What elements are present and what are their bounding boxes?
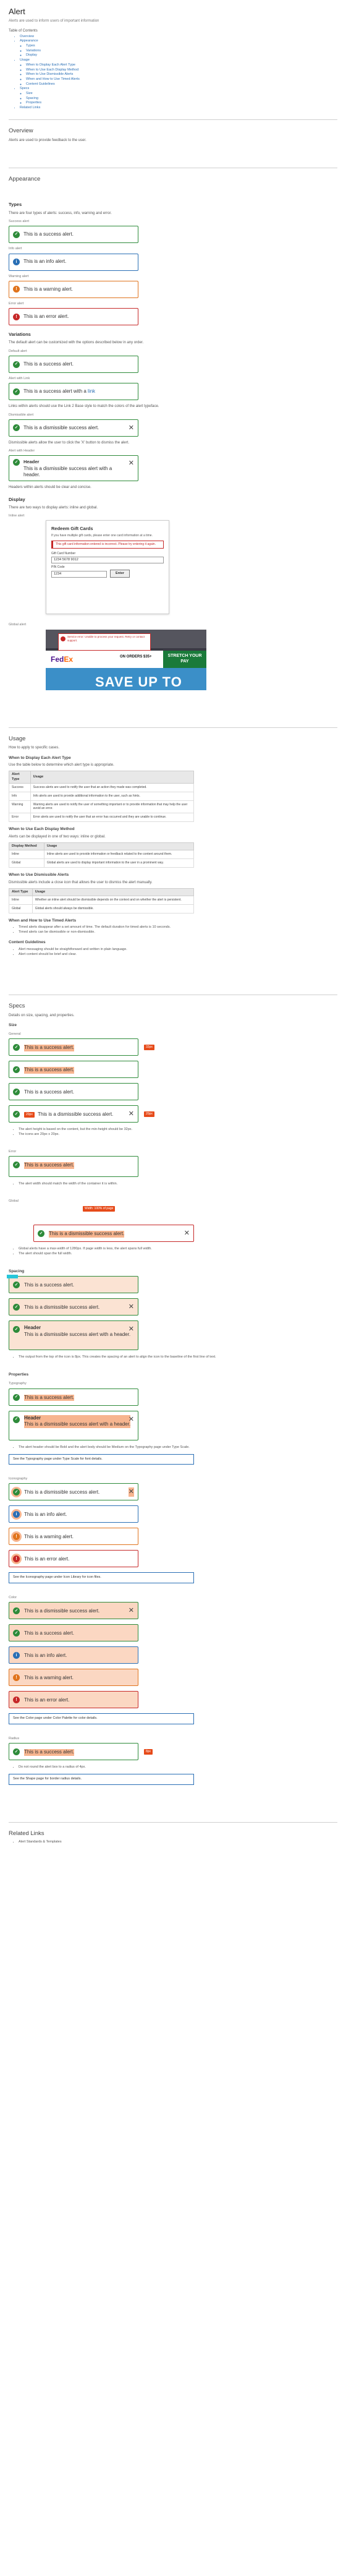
appearance-heading: Appearance [9,175,41,182]
spacing-header-alert [9,1320,138,1350]
pin-label: PIN Code [51,565,65,569]
pin-input[interactable]: 1234 [51,571,107,578]
color-success-alert [9,1624,138,1641]
spec-error-size-alert [9,1156,138,1177]
col-header: Alert Type [9,888,33,896]
color-info-alert [9,1646,138,1664]
variations-text: The default alert can be customized with the options described below in any order. [9,341,144,345]
close-icon[interactable]: ✕ [128,1110,134,1118]
header-alert [9,455,138,481]
spacing-notes [19,1355,337,1360]
radius-note-box[interactable]: See the Shape page for border radius details. [9,1774,194,1784]
toc-sub-properties[interactable]: ◦ Properties [26,101,337,106]
dismissible-alert [9,419,138,437]
close-icon[interactable]: ✕ [184,1229,190,1237]
toc-item-appearance[interactable]: • Appearance ◦ Types ◦ Variations ◦ Display [20,39,337,58]
radius-tag: 8px [144,1749,153,1755]
global-size-label: Global [9,1199,19,1204]
when-display-heading: When to Use Each Display Method [9,826,75,831]
modal-desc: If you have multiple gift cards, please enter one card information at a time. [51,534,153,538]
toc-sub-timed[interactable]: ◦ When and How to Use Timed Alerts [26,77,337,82]
alert-text: This is a success alert. [24,1282,74,1288]
color-error-alert [9,1691,138,1708]
spacing-alert [9,1276,138,1293]
card-label: Gift Card Number [51,551,76,555]
check-icon: ✓ [13,1044,20,1051]
fedex-logo: FedEx [51,654,74,664]
error-alert [9,308,138,325]
list-item: • Global alerts have a max-width of 1280px. If page width is less, the alert spans full width. [19,1247,337,1252]
content-heading: Content Guidelines [9,940,46,945]
alert-text: This is a success alert. [23,361,74,367]
table-row: Global Global alerts are used to display important information to the user in a prominent way. [9,859,194,868]
check-icon: ✓ [13,361,20,368]
error-label: Error alert [9,301,24,306]
list-item: • Timed alerts disappear after a set amount of time. The default duration for timed alerts is 10 seconds. [19,925,337,930]
related-link[interactable]: • Alert Standards & Templates [19,1840,337,1845]
close-icon[interactable]: ✕ [128,1325,134,1333]
warning-icon: ! [13,286,20,293]
toc-sub-spacing[interactable]: ◦ Spacing [26,96,337,101]
related-list [19,1840,337,1845]
error-icon: ! [13,1697,20,1703]
check-icon: ✓ [38,1230,44,1237]
typography-label: Typography [9,1382,27,1386]
gift-card-modal [46,520,169,614]
alert-text: This is a dismissible success alert. [24,1608,100,1614]
toc-sub-types[interactable]: ◦ Types [26,44,337,49]
info-icon: i [13,1511,20,1518]
alert-text: This is a dismissible success alert. [38,1111,114,1118]
when-type-heading: When to Display Each Alert Type [9,755,71,760]
table-row: Global Global alerts should always be dismissible. [9,904,194,913]
iconography-note-box[interactable]: See the Iconography page under Icon Library for icon files. [9,1572,194,1583]
check-icon: ✓ [13,1394,20,1401]
alert-text: This is a success alert. [24,1045,74,1051]
spec-success-alert [9,1038,153,1056]
alert-header: Header [24,1325,41,1331]
header-note: Headers within alerts should be clear and concise. [9,486,91,490]
check-icon: ✓ [13,231,20,238]
check-icon: ✓ [13,1282,20,1288]
overview-heading: Overview [9,127,33,134]
types-heading: Types [9,202,22,208]
global-size-notes [19,1247,337,1257]
alert-text: This is a dismissible success alert. [24,1489,100,1496]
content-list [19,948,337,957]
variations-heading: Variations [9,332,31,338]
warning-alert [9,281,138,298]
spacing-alert [9,1298,138,1316]
close-icon[interactable]: ✕ [128,1607,134,1615]
list-item: • Alert content should be brief and clear. [19,952,337,957]
header-label: Alert with Header [9,449,35,453]
iconography-label: Iconography [9,1477,28,1481]
success-label: Success alert [9,219,30,223]
list-item: • The alert width should match the width of the container it is within. [19,1182,337,1187]
color-dismiss-alert [9,1602,138,1619]
check-icon: ✓ [13,1416,20,1423]
list-item: • The alert header should be Bold and the alert body should be Medium on the Typography page under Type Scale. [19,1445,337,1450]
color-label: Color [9,1595,17,1599]
types-text: There are four types of alerts: success, info, warning and error. [9,211,112,215]
dismiss-table [9,888,194,914]
list-item: • The alert should span the full width. [19,1252,337,1257]
table-row: Info Info alerts are used to provide additional information to the user, such as hints. [9,792,194,800]
check-icon: ✓ [13,1111,20,1118]
inline-label: Inline alert [9,513,25,518]
global-error-alert [58,633,151,651]
timed-list [19,925,337,935]
alert-text: This is an info alert. [24,1512,67,1518]
color-note-box[interactable]: See the Color page under Color Palette for color details. [9,1713,194,1724]
alert-text: Service error: Unable to process your request. Retry or contact support. [67,635,145,642]
alert-text: This is an error alert. [23,313,69,319]
toc-item-specs[interactable]: • Specs ◦ Size ◦ Spacing ◦ Properties [20,87,337,106]
error-icon [61,636,65,641]
dismiss-label: Dismissible alert [9,413,34,417]
related-heading: Related Links [9,1829,44,1837]
toc [20,35,337,111]
check-icon: ✓ [13,424,20,431]
height-tag: 32px [144,1045,154,1050]
size-heading: Size [9,1022,17,1027]
spec-success-alert [9,1061,138,1078]
alert-header: Header [23,459,40,465]
stretch-pay-banner: STRETCH YOUR PAY [163,651,206,668]
typography-note-box[interactable]: See the Typography page under Type Scale for font details. [9,1454,194,1465]
alert-header: Header [24,1414,41,1421]
warning-label: Warning alert [9,274,29,278]
check-icon: ✓ [13,1304,20,1311]
sale-text: SAVE UP TO 45% [95,674,182,708]
icon-error-alert [9,1550,138,1567]
size-notes [19,1128,337,1137]
check-icon: ✓ [13,1489,20,1496]
card-number-input[interactable]: 1234 5678 9012 [51,557,164,563]
radius-notes [19,1765,337,1770]
list-item: • Timed alerts can be dismissible or non-dismissible. [19,930,337,935]
page-subtitle: Alerts are used to inform users of important information [9,19,99,23]
error-icon: ! [13,1555,20,1562]
toc-sub-display[interactable]: ◦ Display [26,53,337,58]
check-icon: ✓ [13,1630,20,1637]
col-header: Alert Type [9,771,31,784]
alert-text: This is a success alert. [24,1162,74,1168]
link-label: Alert with Link [9,377,30,380]
toc-sub-when-type[interactable]: ◦ When to Display Each Alert Type [26,63,337,68]
check-icon: ✓ [13,1066,20,1073]
alert-text: This is a dismissible success alert with a header. [23,465,112,478]
typography-alert [9,1389,138,1406]
alert-text: This is a warning alert. [24,1534,74,1540]
alert-text: This is an info alert. [23,259,67,265]
toc-sub-size[interactable]: ◦ Size [26,92,337,96]
toc-sub-content[interactable]: ◦ Content Guidelines [26,82,337,87]
close-icon[interactable]: ✕ [128,424,134,432]
info-alert [9,254,138,271]
typography-notes [19,1445,337,1450]
page-title: Alert [9,7,25,16]
check-icon: ✓ [13,459,20,466]
list-item: • The icons are 20px x 20px. [19,1132,337,1137]
alert-text: This is an info alert. [24,1653,67,1659]
divider [9,1822,337,1823]
list-item: • Do not round the alert box to a radius of 4px. [19,1765,337,1770]
alert-text: This is a dismissible success alert. [23,424,99,430]
success-alert [9,226,138,243]
close-icon[interactable]: ✕ [128,1415,134,1423]
link-note: Links within alerts should use the Link 2 Base style to match the colors of the alert typeface. [9,404,159,409]
modal-title: Redeem Gift Cards [51,526,93,532]
warning-icon: ! [13,1674,20,1681]
close-icon[interactable]: ✕ [128,1303,134,1311]
check-icon: ✓ [13,1162,20,1168]
info-icon: i [13,1652,20,1659]
alert-text: This is a success alert. [24,1394,74,1400]
overview-text: Alerts are used to provide feedback to the user. [9,138,86,142]
properties-heading: Properties [9,1372,29,1377]
radius-alert [9,1743,151,1760]
alert-text: This is an error alert. [24,1697,70,1703]
when-type-text: Use the table below to determine which alert type is appropriate. [9,763,114,768]
spec-dismissible-alert [9,1105,153,1123]
check-icon: ✓ [13,1089,20,1095]
toc-item-related[interactable]: • Related Links [20,106,337,111]
when-dismiss-text: Dismissible alerts include a close icon that allows the user to dismiss the alert manually. [9,880,153,884]
spec-global-alert [33,1225,194,1242]
toc-sub-variations[interactable]: ◦ Variations [26,49,337,54]
default-alert [9,356,138,373]
toc-sub-when-display[interactable]: ◦ When to Use Each Display Method [26,68,337,73]
display-table [9,842,194,868]
warning-icon: ! [13,1533,20,1540]
when-dismiss-heading: When to Use Dismissible Alerts [9,872,69,877]
typography-header-alert [9,1411,138,1440]
check-icon: ✓ [13,1607,20,1614]
alert-text: This is a dismissible success alert. [24,1304,100,1311]
alert-text: This is a dismissible success alert. [49,1230,125,1236]
check-icon: ✓ [13,388,20,395]
toc-item-overview[interactable]: • Overview [20,35,337,40]
display-heading: Display [9,496,25,502]
table-row: Error Error alerts are used to notify the user that an error has occurred and they are unable to continue. [9,813,194,822]
icon-tag: 20px [24,1112,35,1118]
error-icon: ! [13,314,20,320]
global-alert-example [46,630,206,708]
icon-info-alert [9,1505,138,1523]
close-icon[interactable]: ✕ [128,460,134,468]
error-size-notes [19,1182,337,1187]
error-size-label: Error [9,1149,17,1153]
col-header: Usage [44,842,193,850]
when-display-text: Alerts can be displayed in one of two ways: inline or global. [9,834,106,839]
alert-text: This is a success alert. [24,1089,74,1095]
list-item: • Alert messaging should be straightforward and written in plain language. [19,948,337,952]
toc-title: Table of Contents [9,28,38,33]
alert-text: This is a warning alert. [23,286,74,292]
table-row: Success Success alerts are used to notify the user that an action they made was completed. [9,784,194,792]
color-warning-alert [9,1669,138,1686]
timed-heading: When and How to Use Timed Alerts [9,918,77,923]
col-header: Usage [30,771,193,784]
promo-text: ON ORDERS $35+ [120,654,152,659]
close-icon[interactable]: ✕ [128,1488,134,1496]
alert-text: This is a success alert. [23,231,74,237]
specs-text: Details on size, spacing, and properties. [9,1013,75,1017]
info-label: Info alert [9,247,22,251]
check-icon: ✓ [13,1326,20,1333]
list-item: • The alert height is based on the content, but the min-height should be 32px. [19,1128,337,1132]
table-row: Warning Warning alerts are used to notify the user of something important or to provide information that may help the user avoid an error. [9,800,194,813]
link-alert [9,383,138,400]
alert-text: This is a success alert with a [23,388,88,395]
alert-text: This is an error alert. [24,1556,70,1562]
alert-link[interactable]: link [88,388,96,395]
table-row: Inline Inline alerts are used to provide information or feedback related to the content around them. [9,850,194,859]
check-icon: ✓ [13,1748,20,1755]
icon-warning-alert [9,1528,138,1545]
col-header: Display Method [9,842,44,850]
list-item: • The output from the top of the icon is 8px. This creates the spacing of an alert to align the icon to the baseline of the first line of text. [19,1355,337,1360]
icon-tag: 20px [144,1111,154,1117]
col-header: Usage [32,888,193,896]
spacing-heading: Spacing [9,1269,25,1273]
usage-text: How to apply to specific cases. [9,746,60,750]
dismiss-note: Dismissible alerts allow the user to click the 'X' button to dismiss the alert. [9,440,130,445]
icon-success-alert [9,1483,138,1500]
alert-text: This is a dismissible success alert with a header. [24,1332,131,1338]
global-width-tag: Width: 100% of page [83,1206,115,1212]
spec-success-alert [9,1083,138,1100]
spacing-marker [7,1275,18,1278]
table-row: Inline Whether an inline alert should be dismissible depends on the context and on whether the alert is persistent. [9,896,194,905]
alert-text: This is a success alert. [24,1749,74,1755]
specs-heading: Specs [9,1002,25,1009]
general-label: General [9,1032,21,1036]
alert-text: This is a success alert. [24,1067,74,1073]
inline-error-alert: This gift card information entered is incorrect. Please try entering it again. [51,541,164,549]
divider [9,119,337,120]
toc-item-usage[interactable]: • Usage ◦ When to Display Each Alert Type ◦ When to Use Each Display Method ◦ When to Use Dismissible Alerts ◦ When and How to Use Timed Alerts ◦ Content Guidelines [20,58,337,87]
alert-text: This is a success alert. [24,1630,74,1637]
alert-text: This is a warning alert. [24,1675,74,1681]
toc-sub-when-dismiss[interactable]: ◦ When to Use Dismissible Alerts [26,72,337,77]
alert-text: This is a dismissible success alert with a header. [24,1421,131,1427]
radius-label: Radius [9,1736,20,1740]
display-text: There are two ways to display alerts: inline and global. [9,505,98,510]
enter-button[interactable]: Enter [110,570,130,578]
usage-heading: Usage [9,735,26,742]
default-label: Default alert [9,349,27,353]
divider [9,727,337,728]
info-icon: i [13,259,20,265]
type-table [9,771,194,822]
global-label: Global alert [9,623,27,627]
